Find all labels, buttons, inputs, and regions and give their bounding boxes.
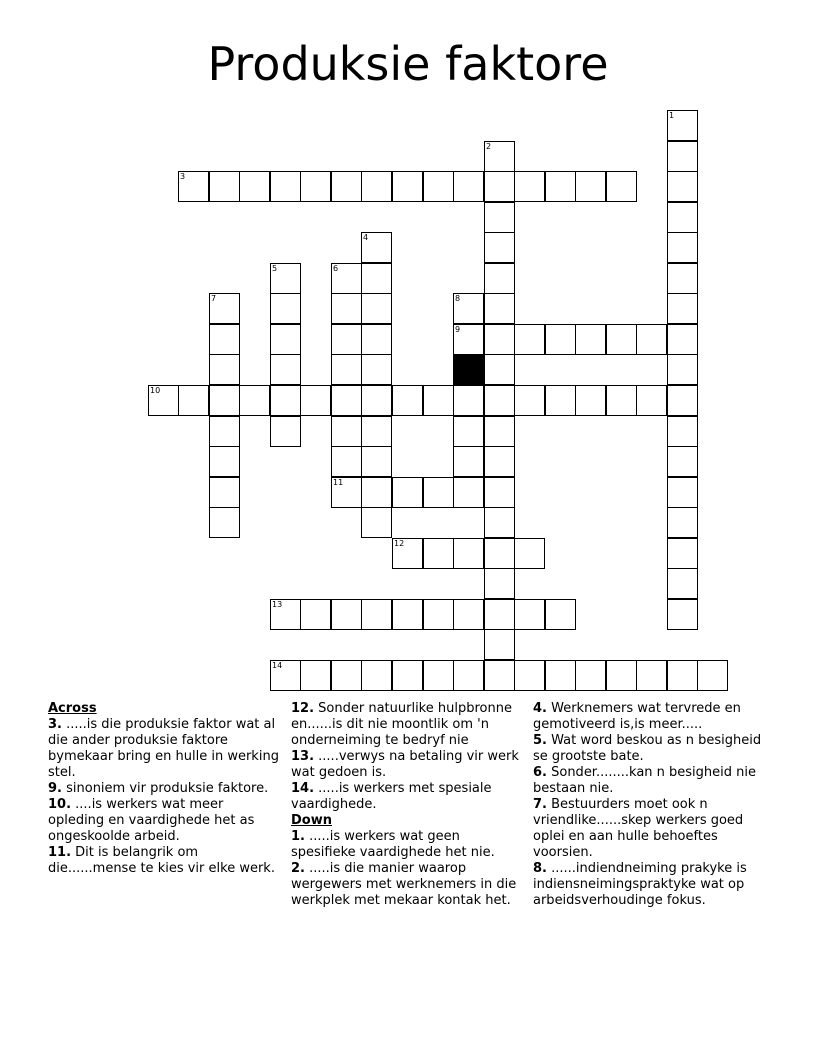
grid-cell[interactable]	[484, 385, 515, 416]
grid-cell[interactable]	[667, 660, 698, 691]
clue-number: 5	[272, 264, 278, 273]
grid-cell[interactable]	[484, 446, 515, 477]
clue-number: 4	[363, 233, 369, 242]
grid-cell[interactable]	[331, 477, 362, 508]
grid-cell[interactable]	[423, 538, 454, 569]
grid-cell[interactable]	[453, 385, 484, 416]
grid-cell[interactable]	[484, 263, 515, 294]
clue-down-7: 7. Bestuurders moet ook n vriendlike......skep werkers goed oplei en aan hulle behoeftes voorsien.	[533, 797, 744, 860]
grid-cell[interactable]	[514, 385, 545, 416]
grid-cell[interactable]	[575, 385, 606, 416]
grid-cell[interactable]	[636, 660, 667, 691]
grid-cell[interactable]	[331, 416, 362, 447]
grid-cell[interactable]	[545, 599, 576, 630]
grid-cell[interactable]	[331, 171, 362, 202]
grid-cell[interactable]	[484, 660, 515, 691]
grid-cell[interactable]	[361, 507, 392, 538]
grid-cell[interactable]	[545, 171, 576, 202]
clue-down-5: 5. Wat word beskou as n besigheid se grootste bate.	[533, 733, 762, 764]
grid-cell[interactable]	[209, 354, 240, 385]
grid-cell[interactable]	[484, 293, 515, 324]
grid-cell[interactable]	[514, 171, 545, 202]
grid-cell[interactable]	[667, 477, 698, 508]
clue-down-6: 6. Sonder........kan n besigheid nie bestaan nie.	[533, 765, 756, 796]
grid-cell[interactable]	[270, 171, 301, 202]
grid-cell[interactable]	[361, 599, 392, 630]
grid-cell[interactable]	[667, 293, 698, 324]
clue-number: 9	[455, 325, 461, 334]
grid-cell[interactable]	[209, 446, 240, 477]
grid-cell[interactable]	[423, 477, 454, 508]
grid-cell[interactable]	[453, 324, 484, 355]
grid-cell[interactable]	[331, 599, 362, 630]
grid-cell[interactable]	[667, 171, 698, 202]
clue-down-2: 2. .....is die manier waarop wergewers met werknemers in die werkplek met mekaar kontak het.	[291, 861, 517, 908]
grid-cell[interactable]	[484, 171, 515, 202]
grid-cell[interactable]	[606, 660, 637, 691]
grid-cell[interactable]	[209, 477, 240, 508]
grid-cell[interactable]	[300, 599, 331, 630]
grid-cell[interactable]	[209, 293, 240, 324]
grid-cell[interactable]	[361, 263, 392, 294]
grid-cell[interactable]	[636, 385, 667, 416]
grid-cell[interactable]	[575, 660, 606, 691]
clue-down-8: 8. ......indiendneiming prakyke is indiensneimingspraktyke wat op arbeidsverhoudinge fokus.	[533, 861, 747, 908]
grid-cell[interactable]	[453, 599, 484, 630]
grid-cell[interactable]	[514, 599, 545, 630]
grid-cell[interactable]	[667, 446, 698, 477]
grid-cell[interactable]	[667, 141, 698, 172]
grid-cell[interactable]	[392, 477, 423, 508]
grid-cell[interactable]	[545, 324, 576, 355]
grid-cell[interactable]	[392, 599, 423, 630]
grid-cell[interactable]	[484, 477, 515, 508]
grid-cell[interactable]	[514, 538, 545, 569]
clue-number: 3	[180, 172, 186, 181]
grid-cell[interactable]	[606, 324, 637, 355]
grid-cell[interactable]	[636, 324, 667, 355]
grid-cell[interactable]	[300, 660, 331, 691]
clue-down-4: 4. Werknemers wat tervrede en gemotiveerd is,is meer.....	[533, 701, 741, 732]
clue-number: 6	[333, 264, 339, 273]
grid-cell[interactable]	[209, 416, 240, 447]
clue-number: 12	[394, 539, 405, 548]
grid-cell[interactable]	[331, 293, 362, 324]
grid-cell[interactable]	[209, 507, 240, 538]
down-heading: Down	[291, 813, 332, 828]
grid-cell[interactable]	[545, 660, 576, 691]
grid-cell[interactable]	[209, 385, 240, 416]
grid-cell[interactable]	[575, 324, 606, 355]
clues-column-2	[291, 701, 527, 909]
clues-column-3	[533, 701, 773, 909]
grid-cell[interactable]	[514, 660, 545, 691]
clue-across-9: 9. sinoniem vir produksie faktore.	[48, 781, 269, 796]
grid-cell[interactable]	[361, 171, 392, 202]
grid-cell[interactable]	[667, 416, 698, 447]
puzzle-title: Produksie faktore	[207, 37, 609, 91]
grid-cell[interactable]	[453, 416, 484, 447]
clue-number: 13	[272, 600, 283, 609]
clue-number: 11	[333, 478, 344, 487]
grid-cell[interactable]	[484, 507, 515, 538]
clue-number: 1	[669, 111, 675, 120]
grid-cell[interactable]	[606, 385, 637, 416]
grid-cell[interactable]	[484, 599, 515, 630]
grid-cell[interactable]	[667, 232, 698, 263]
grid-cell[interactable]	[361, 385, 392, 416]
grid-cell[interactable]	[667, 324, 698, 355]
grid-cell[interactable]	[300, 385, 331, 416]
grid-cell[interactable]	[300, 171, 331, 202]
grid-cell[interactable]	[392, 385, 423, 416]
clue-across-11: 11. Dit is belangrik om die......mense te kies vir elke werk.	[48, 845, 275, 876]
grid-cell[interactable]	[270, 599, 301, 630]
grid-cell[interactable]	[361, 354, 392, 385]
clue-across-13: 13. .....verwys na betaling vir werk wat gedoen is.	[291, 749, 519, 780]
grid-cell[interactable]	[484, 324, 515, 355]
grid-cell[interactable]	[453, 538, 484, 569]
grid-cell[interactable]	[484, 232, 515, 263]
grid-cell[interactable]	[209, 324, 240, 355]
grid-cell[interactable]	[392, 660, 423, 691]
clue-across-3: 3. .....is die produksie faktor wat al die ander produksie faktore bymekaar bring en hulle in werking stel.	[48, 717, 279, 780]
grid-cell[interactable]	[453, 293, 484, 324]
grid-cell[interactable]	[514, 324, 545, 355]
grid-cell[interactable]	[484, 538, 515, 569]
grid-cell[interactable]	[331, 324, 362, 355]
grid-cell[interactable]	[361, 293, 392, 324]
grid-cell[interactable]	[667, 599, 698, 630]
grid-cell[interactable]	[667, 354, 698, 385]
grid-cell[interactable]	[423, 171, 454, 202]
grid-cell[interactable]	[270, 660, 301, 691]
grid-cell[interactable]	[331, 446, 362, 477]
grid-cell[interactable]	[239, 171, 270, 202]
grid-cell[interactable]	[361, 324, 392, 355]
grid-cell[interactable]	[667, 568, 698, 599]
grid-cell[interactable]	[331, 263, 362, 294]
grid-cell[interactable]	[209, 171, 240, 202]
grid-cell[interactable]	[178, 171, 209, 202]
clue-number: 10	[150, 386, 161, 395]
clue-number: 14	[272, 661, 283, 670]
grid-cell[interactable]	[667, 385, 698, 416]
grid-cell[interactable]	[270, 263, 301, 294]
grid-cell[interactable]	[484, 568, 515, 599]
grid-cell[interactable]	[361, 232, 392, 263]
grid-cell[interactable]	[484, 354, 515, 385]
across-heading: Across	[48, 701, 97, 716]
grid-cell[interactable]	[667, 507, 698, 538]
grid-cell[interactable]	[423, 599, 454, 630]
grid-cell[interactable]	[178, 385, 209, 416]
grid-cell[interactable]	[270, 354, 301, 385]
grid-cell[interactable]	[453, 477, 484, 508]
grid-cell[interactable]	[331, 354, 362, 385]
clue-down-1: 1. .....is werkers wat geen spesifieke vaardighede het nie.	[291, 829, 495, 860]
grid-cell[interactable]	[270, 293, 301, 324]
grid-cell[interactable]	[361, 416, 392, 447]
grid-cell[interactable]	[667, 110, 698, 141]
clue-number: 8	[455, 294, 461, 303]
grid-cell[interactable]	[545, 385, 576, 416]
black-cell	[453, 354, 484, 385]
grid-cell[interactable]	[453, 171, 484, 202]
grid-cell[interactable]	[606, 171, 637, 202]
grid-cell[interactable]	[361, 446, 392, 477]
grid-cell[interactable]	[331, 385, 362, 416]
clues-column-1	[48, 701, 280, 877]
grid-cell[interactable]	[453, 660, 484, 691]
grid-cell[interactable]	[575, 171, 606, 202]
grid-cell[interactable]	[270, 385, 301, 416]
grid-cell[interactable]	[667, 263, 698, 294]
grid-cell[interactable]	[361, 477, 392, 508]
grid-cell[interactable]	[484, 629, 515, 660]
grid-cell[interactable]	[423, 660, 454, 691]
grid-cell[interactable]	[331, 660, 362, 691]
grid-cell[interactable]	[148, 385, 179, 416]
grid-cell[interactable]	[270, 324, 301, 355]
grid-cell[interactable]	[361, 660, 392, 691]
grid-cell[interactable]	[484, 416, 515, 447]
clue-across-10: 10. ....is werkers wat meer opleding en vaardighede het as ongeskoolde arbeid.	[48, 797, 255, 844]
grid-cell[interactable]	[697, 660, 728, 691]
grid-cell[interactable]	[270, 416, 301, 447]
grid-cell[interactable]	[239, 385, 270, 416]
clue-across-12: 12. Sonder natuurlike hulpbronne en......is dit nie moontlik om 'n onderneiming te bedryf nie	[291, 701, 512, 748]
clue-number: 2	[486, 142, 492, 151]
grid-cell[interactable]	[667, 202, 698, 233]
grid-cell[interactable]	[423, 385, 454, 416]
grid-cell[interactable]	[484, 141, 515, 172]
grid-cell[interactable]	[484, 202, 515, 233]
grid-cell[interactable]	[667, 538, 698, 569]
clue-number: 7	[211, 294, 217, 303]
grid-cell[interactable]	[453, 446, 484, 477]
grid-cell[interactable]	[392, 538, 423, 569]
clue-across-14: 14. .....is werkers met spesiale vaardighede.	[291, 781, 492, 812]
grid-cell[interactable]	[392, 171, 423, 202]
